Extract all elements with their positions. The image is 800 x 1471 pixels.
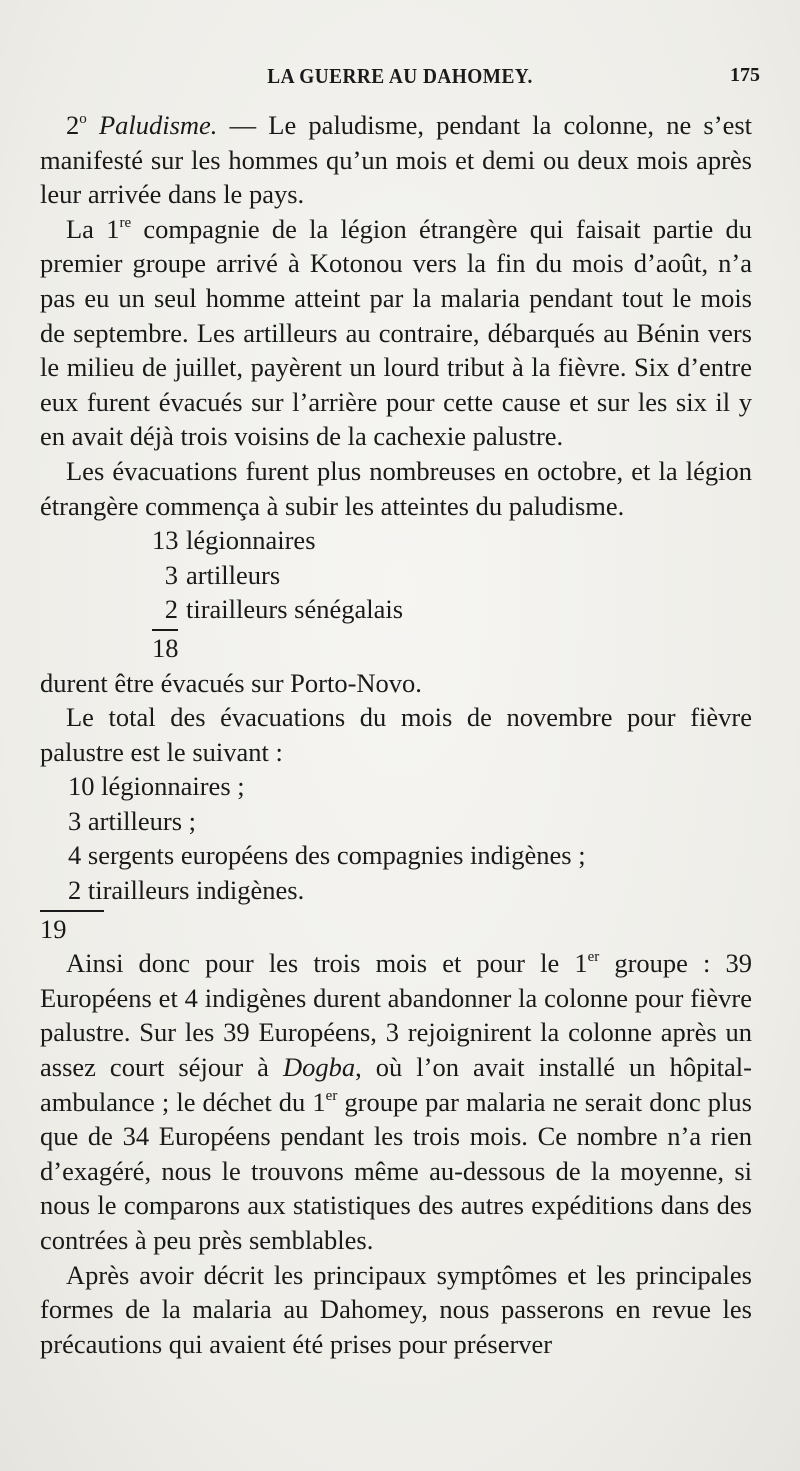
list-item-count: 2 <box>164 594 178 625</box>
paragraph-porto-novo: durent être évacués sur Porto-Novo. <box>40 667 422 698</box>
list-item-label: artilleurs <box>186 559 281 590</box>
list-item: 2 tirailleurs indigènes. <box>68 875 305 906</box>
paragraph-paludisme <box>40 108 752 212</box>
place-name: Dogba <box>282 1052 356 1083</box>
paragraph-november: Le total des évacuations du mois de novembre pour fièvre palustre est le suivant : <box>40 702 752 767</box>
list-item-label: légionnaires <box>186 525 316 556</box>
evacuation-list-october <box>40 523 752 665</box>
list-item-label: tirailleurs sénégalais <box>186 594 404 625</box>
running-title: LA GUERRE AU DAHOMEY. <box>267 64 533 88</box>
paragraph-text: groupe : 39 Européens et 4 indigènes durent abandonner la colonne pour fièvre palustre. Sur les 39 Européens, 3 rejoignirent la colonne après un assez court séjour à <box>40 948 752 1083</box>
list-item-count: 3 <box>164 559 178 590</box>
list-item <box>40 523 752 558</box>
paragraph-text: , où l’on avait installé un hôpital-ambulance ; le déchet du 1 <box>40 1052 752 1117</box>
body-text <box>40 108 752 1361</box>
ordinal-sup: er <box>325 1087 338 1104</box>
paragraph-legion <box>40 212 752 454</box>
paragraph-text: La 1 <box>66 213 120 244</box>
paragraph-text: Ainsi donc pour les trois mois et pour le 1 <box>66 948 588 979</box>
list-item <box>40 558 752 593</box>
paragraph-text: — Le paludisme, pendant la colonne, ne s’est manifesté sur les hommes qu’un mois et demi ou deux mois après leur arrivée dans le pays. <box>40 110 753 210</box>
paragraph-text: groupe par malaria ne serait donc plus que de 34 Européens pendant les trois mois. Ce nombre n’a rien d’exagéré, nous le trouvons même au-dessous de la moyenne, si nous le comparons aux statistiques des autres expéditions dans des contrées à peu près semblables. <box>40 1086 752 1255</box>
paragraph-evacuations-october: Les évacuations furent plus nombreuses en octobre, et la légion étrangère commença à subir les atteintes du paludisme. <box>40 455 752 521</box>
section-title: Paludisme. <box>98 110 218 140</box>
page-number: 175 <box>730 64 760 86</box>
ordinal-sup: re <box>119 214 132 231</box>
section-number: 2 <box>66 110 80 140</box>
paragraph-closing: Après avoir décrit les principaux symptômes et les principales formes de la malaria au Dahomey, nous passerons en revue les précautions qui avaient été prises pour préserver <box>40 1259 752 1359</box>
paragraph-summary <box>40 946 752 1257</box>
list-total: 18 <box>152 632 179 663</box>
paragraph-text: compagnie de la légion étrangère qui faisait partie du premier groupe arrivé à Kotonou vers la fin du mois d’août, n’a pas eu un seul homme atteint par la malaria pendant tout le mois de septembre. Les artilleurs au contraire, débarqués au Bénin vers le milieu de juillet, payèrent un lourd tribut à la fièvre. Six d’entre eux furent évacués sur l’arrière pour cette cause et sur les six il y en avait déjà trois voisins de la cachexie palustre. <box>40 213 752 452</box>
list-item <box>40 592 752 627</box>
list-item: 10 légionnaires ; <box>68 771 245 802</box>
ordinal-sup: er <box>587 949 600 966</box>
section-number-sup: o <box>79 111 87 127</box>
evacuation-list-november <box>40 769 752 946</box>
list-total: 19 <box>40 913 67 944</box>
list-item: 4 sergents européens des compagnies indigènes ; <box>68 840 586 871</box>
list-item: 3 artilleurs ; <box>68 805 197 836</box>
list-item-count: 13 <box>152 525 179 556</box>
running-head <box>40 64 760 94</box>
